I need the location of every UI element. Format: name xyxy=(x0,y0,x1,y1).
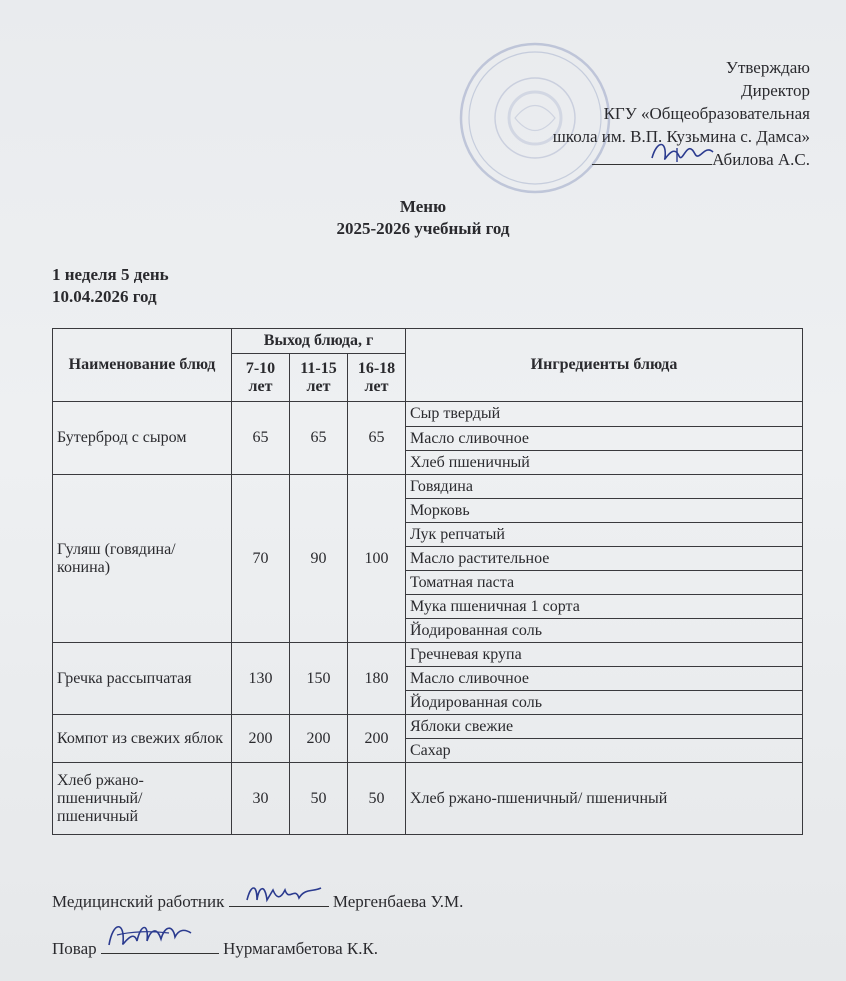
header-age-16-18: 16-18 лет xyxy=(348,354,406,402)
approval-line: Утверждаю xyxy=(725,58,810,77)
ingredient: Хлеб ржано-пшеничный/ пшеничный xyxy=(406,763,803,835)
approval-line: школа им. В.П. Кузьмина с. Дамса» xyxy=(552,127,810,146)
medic-signature xyxy=(243,878,323,908)
title-menu: Меню xyxy=(399,197,447,216)
header-dish-name: Наименование блюд xyxy=(53,329,232,402)
medic-label: Медицинский работник xyxy=(52,892,225,911)
week-info xyxy=(52,264,169,308)
table-row xyxy=(53,715,803,739)
dish-name: Компот из свежих яблок xyxy=(53,715,232,763)
ingredient: Йодированная соль xyxy=(406,691,803,715)
cook-signature-line xyxy=(52,937,378,960)
dish-output-7-10: 65 xyxy=(232,402,290,475)
signature-blank xyxy=(229,890,329,907)
week-day: 1 неделя 5 день xyxy=(52,265,169,284)
dish-output-11-15: 150 xyxy=(290,643,348,715)
header-output: Выход блюда, г xyxy=(232,329,406,354)
header-age-7-10: 7-10 лет xyxy=(232,354,290,402)
ingredient: Гречневая крупа xyxy=(406,643,803,667)
table-row xyxy=(53,475,803,499)
ingredient: Говядина xyxy=(406,475,803,499)
approval-line: Директор xyxy=(741,81,810,100)
director-name: Абилова А.С. xyxy=(712,150,810,169)
ingredient: Масло сливочное xyxy=(406,427,803,451)
signature-blank xyxy=(101,937,219,954)
dish-name: Бутерброд с сыром xyxy=(53,402,232,475)
medic-signature-line xyxy=(52,890,463,913)
dish-output-11-15: 90 xyxy=(290,475,348,643)
dish-output-11-15: 50 xyxy=(290,763,348,835)
ingredient: Томатная паста xyxy=(406,571,803,595)
approval-block xyxy=(553,56,810,171)
ingredient: Лук репчатый xyxy=(406,523,803,547)
cook-signature xyxy=(103,917,193,953)
header-ingredients: Ингредиенты блюда xyxy=(406,329,803,402)
ingredient: Хлеб пшеничный xyxy=(406,451,803,475)
table-row xyxy=(53,643,803,667)
dish-output-16-18: 65 xyxy=(348,402,406,475)
ingredient: Масло сливочное xyxy=(406,667,803,691)
ingredient: Сыр твердый xyxy=(406,402,803,427)
dish-output-16-18: 200 xyxy=(348,715,406,763)
ingredient: Масло растительное xyxy=(406,547,803,571)
medic-name: Мергенбаева У.М. xyxy=(332,892,464,911)
ingredient: Йодированная соль xyxy=(406,619,803,643)
director-signature-line xyxy=(553,148,810,171)
dish-name: Гуляш (говядина/ конина) xyxy=(53,475,232,643)
dish-name: Гречка рассыпчатая xyxy=(53,643,232,715)
ingredient: Сахар xyxy=(406,739,803,763)
dish-output-11-15: 65 xyxy=(290,402,348,475)
ingredient: Яблоки свежие xyxy=(406,715,803,739)
dish-output-16-18: 100 xyxy=(348,475,406,643)
dish-output-7-10: 30 xyxy=(232,763,290,835)
dish-output-7-10: 70 xyxy=(232,475,290,643)
page-title xyxy=(0,196,846,240)
dish-name: Хлеб ржано-пшеничный/ пшеничный xyxy=(53,763,232,835)
table-row xyxy=(53,763,803,835)
director-signature xyxy=(647,134,717,168)
dish-output-16-18: 50 xyxy=(348,763,406,835)
menu-date: 10.04.2026 год xyxy=(52,287,157,306)
header-age-11-15: 11-15 лет xyxy=(290,354,348,402)
menu-table xyxy=(52,328,803,835)
ingredient: Морковь xyxy=(406,499,803,523)
dish-output-16-18: 180 xyxy=(348,643,406,715)
cook-label: Повар xyxy=(52,939,97,958)
signature-blank xyxy=(592,148,712,165)
dish-output-7-10: 130 xyxy=(232,643,290,715)
dish-output-11-15: 200 xyxy=(290,715,348,763)
title-year: 2025-2026 учебный год xyxy=(336,219,510,238)
ingredient: Мука пшеничная 1 сорта xyxy=(406,595,803,619)
dish-output-7-10: 200 xyxy=(232,715,290,763)
approval-line: КГУ «Общеобразовательная xyxy=(603,104,810,123)
table-row xyxy=(53,402,803,427)
cook-name: Нурмагамбетова К.К. xyxy=(223,939,379,958)
